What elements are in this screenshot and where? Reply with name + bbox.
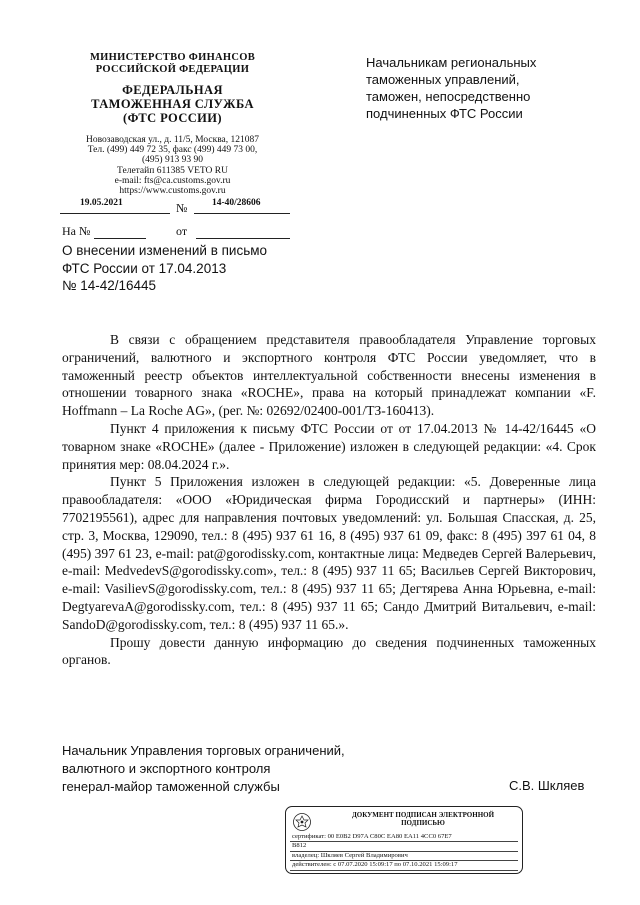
- sender-block: [55, 52, 290, 196]
- signer-title-line3: генерал-майор таможенной службы: [62, 779, 280, 794]
- registration-number-label: №: [176, 201, 188, 215]
- addressee-line3: таможен, непосредственно: [366, 89, 531, 104]
- reference-underline: [94, 238, 146, 239]
- ministry-name-line2: РОССИЙСКОЙ ФЕДЕРАЦИИ: [95, 64, 250, 75]
- stamp-owner: владелец: Шкляев Сергей Владимирович: [290, 852, 518, 861]
- stamp-title-line1: ДОКУМЕНТ ПОДПИСАН ЭЛЕКТРОННОЙ: [351, 811, 495, 819]
- reference-from-label: от: [176, 224, 188, 238]
- sender-phone: Тел. (499) 449 72 35, факс (499) 449 73 00,: [87, 145, 258, 156]
- addressee-block: [366, 54, 606, 122]
- subject-line2: ФТС России от 17.04.2013: [62, 260, 227, 276]
- signer-name: С.В. Шкляев: [509, 778, 585, 793]
- stamp-details: [290, 833, 518, 871]
- date-underline: [60, 213, 170, 214]
- registration-number: 14-40/28606: [212, 198, 261, 208]
- number-underline: [194, 213, 290, 214]
- stamp-certificate: сертификат: 00 E0B2 D97A C80C EA80 EA11 4CC0 67E7: [290, 833, 518, 842]
- body-paragraph-1: В связи с обращением представителя правообладателя Управление торговых ограничений, валютного и экспортного контроля ФТС России уведомляет, что в таможенный реестр объектов интеллектуальной собственности внесены изменения в отношении товарного знака «ROCHE», права на который принадлежат компании «F. Hoffmann – La Roche AG», (рег. №: 02692/02400-001/ТЗ-160413).: [62, 332, 596, 419]
- sender-phone2: (495) 913 93 90: [142, 155, 203, 166]
- service-name-line3: (ФТС РОССИИ): [123, 111, 222, 125]
- ministry-name-line1: МИНИСТЕРСТВО ФИНАНСОВ: [89, 52, 256, 63]
- electronic-signature-stamp: [285, 806, 523, 874]
- sender-address: Новозаводская ул., д. 11/5, Москва, 121087: [85, 135, 260, 145]
- body-paragraph-3: Пункт 5 Приложения изложен в следующей редакции: «5. Доверенные лица правообладателя: «ООО «Юридическая фирма Городисский и партнеры» (ИНН: 7702195561), адрес для направления почтовых уведомлений: ул. Большая Спасская, д. 25, стр. 3, Москва, 129090, тел.: 8 (495) 937 61 16, 8 (495) 937 61 09, факс: 8 (495) 397 61 04, 8 (495) 397 61 23, e-mail: pat@gorodissky.com, контактные лица: Медведев Сергей Валерьевич, e-mail: MedvedevS@gorodissky.com», тел.: 8 (495) 937 11 65; Васильев Сергей Викторович, e-mail: VasilievS@gorodissky.com, тел.: 8 (495) 937 11 65; Дегтярева Анна Юрьевна, e-mail: DegtyarevaA@gorodissky.com, тел.: 8 (495) 937 11 65; Сандо Дмитрий Витальевич, e-mail: SandoD@gorodissky.com, тел.: 8 (495) 937 11 65.».: [62, 474, 596, 632]
- reference-label: На №: [62, 224, 91, 238]
- signer-title-block: [62, 742, 382, 796]
- sender-contacts: [55, 135, 290, 196]
- addressee-line1: Начальникам региональных: [366, 55, 537, 70]
- stamp-certificate-tail: B812: [290, 842, 518, 851]
- stamp-validity: действителен: с 07.07.2020 15:09:17 по 07.10.2021 15:09:17: [290, 861, 518, 870]
- stamp-title: [328, 811, 518, 827]
- service-name-line1: ФЕДЕРАЛЬНАЯ: [122, 83, 223, 97]
- subject-line3: № 14-42/16445: [62, 278, 157, 294]
- body-paragraph-2: Пункт 4 приложения к письму ФТС России от от 17.04.2013 № 14-42/16445 «О товарном знаке «ROCHE» (далее - Приложение) изложен в следующей редакции: «4. Срок принятия мер: 08.04.2024 г.».: [62, 420, 596, 472]
- body-paragraph-4: Прошу довести данную информацию до сведения подчиненных таможенных органов.: [62, 634, 596, 668]
- letter-body: [62, 331, 596, 669]
- service-name-line2: ТАМОЖЕННАЯ СЛУЖБА: [91, 97, 254, 111]
- sender-website: https://www.customs.gov.ru: [119, 186, 226, 197]
- emblem-icon: [292, 812, 312, 832]
- addressee-line2: таможенных управлений,: [366, 72, 520, 87]
- subject-block: [62, 242, 292, 295]
- subject-line1: О внесении изменений в письмо: [62, 243, 268, 258]
- addressee-line4: подчиненных ФТС России: [366, 106, 523, 121]
- registration-date: 19.05.2021: [80, 198, 123, 208]
- signer-title-line1: Начальник Управления торговых ограничений,: [62, 743, 345, 758]
- sender-email: e-mail: fts@ca.customs.gov.ru: [114, 175, 231, 186]
- stamp-title-line2: ПОДПИСЬЮ: [401, 819, 445, 827]
- signer-title-line2: валютного и экспортного контроля: [62, 761, 271, 776]
- sender-teletype: Телетайп 611385 VETO RU: [117, 165, 228, 176]
- reference-from-underline: [196, 238, 290, 239]
